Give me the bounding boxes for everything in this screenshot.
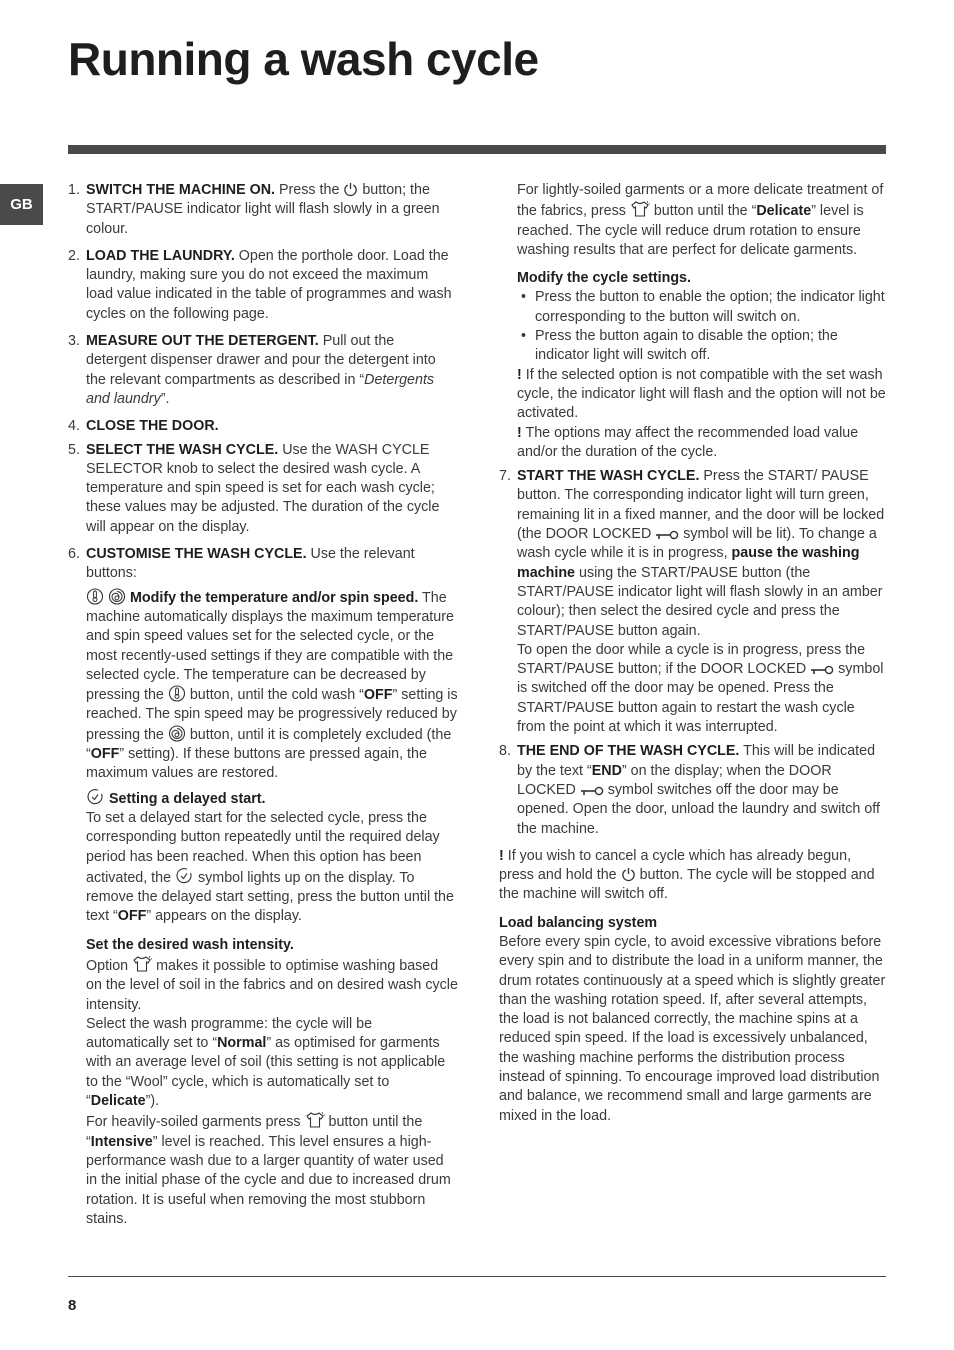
- option-text: The machine automatically displays the maximum temperature and spin speed values set for the selected cycle, or the most recently-used settings if they are compatible with the selected cycle. The temperature can be decreased by pressing the: [86, 589, 454, 704]
- setting-value: OFF: [117, 908, 147, 925]
- step-number: 3.: [68, 333, 80, 350]
- spin-icon: [168, 725, 186, 742]
- spin-icon: [108, 588, 126, 605]
- step-heading: THE END OF THE WASH CYCLE.: [517, 743, 740, 760]
- delay-timer-icon: [175, 867, 194, 885]
- temperature-icon: [86, 588, 104, 605]
- delayed-start-section: [86, 788, 458, 927]
- step-heading: CUSTOMISE THE WASH CYCLE.: [86, 546, 307, 563]
- step-number: 2.: [68, 247, 80, 264]
- step-number: 4.: [68, 418, 80, 435]
- step-text: ” on the display; when the DOOR LOCKED: [517, 762, 832, 798]
- display-value: END: [591, 762, 622, 779]
- bullet: •: [521, 328, 527, 345]
- step-text: Use the relevant buttons:: [86, 546, 415, 582]
- delay-text: [86, 809, 458, 927]
- load-balancing-heading: Load balancing system: [499, 914, 658, 931]
- warning-note: [499, 366, 887, 424]
- step-text: button; the START/PAUSE indicator light will flash slowly in a green colour.: [86, 182, 440, 237]
- power-icon: [343, 182, 358, 197]
- option-heading: Set the desired wash intensity.: [86, 936, 294, 953]
- step-text: Pull out the detergent dispenser drawer and pour the detergent into the relevant compartments as described in “: [86, 333, 436, 388]
- body-text: If the selected option is not compatible with the set wash cycle, the indicator light will flash and the option will not be activated.: [517, 366, 886, 422]
- emphasis-text: pause the washing machine: [517, 545, 860, 581]
- modify-settings-heading: Modify the cycle settings.: [517, 270, 691, 287]
- option-text: ” setting). If these buttons are pressed again, the maximum values are restored.: [86, 746, 427, 782]
- door-locked-key-icon: [810, 664, 834, 676]
- step-4: [68, 417, 458, 436]
- level-name: Delicate: [90, 1093, 146, 1110]
- intensity-text: [86, 955, 458, 1015]
- step-7: [499, 467, 887, 737]
- option-text: ” setting is reached. The spin speed may be progressively reduced by pressing the: [86, 687, 458, 743]
- step-heading: LOAD THE LAUNDRY.: [86, 247, 235, 264]
- step-reference: Detergents and laundry: [86, 371, 435, 407]
- modify-temp-spin-section: [86, 588, 458, 784]
- bullet: •: [521, 289, 527, 306]
- body-text: button until the “: [649, 203, 757, 220]
- option-text: ” as optimised for garments with an average level of soil (this setting is not applicable to the “Wool” cycle, which is automatically set to “: [86, 1035, 446, 1110]
- body-text: Press the button to enable the option; the indicator light corresponding to the button will switch on.: [535, 289, 885, 325]
- body-text: For lightly-soiled garments or a more delicate treatment of the fabrics, press: [517, 182, 884, 220]
- list-item: [517, 327, 887, 366]
- light-soil-text: [499, 181, 887, 260]
- step-text: To open the door while a cycle is in progress, press the START/PAUSE button; if the DOOR LOCKED: [517, 641, 866, 678]
- delay-timer-icon: [86, 788, 105, 806]
- option-heading: Setting a delayed start.: [108, 790, 266, 807]
- option-text: symbol lights up on the display. To remove the delayed start setting, press the button until the text “: [86, 869, 454, 925]
- step-heading: MEASURE OUT THE DETERGENT.: [86, 333, 319, 350]
- body-text: ” level is reached. The cycle will reduce drum rotation to ensure washing results that are perfect for delicate garments.: [517, 203, 864, 258]
- body-text: Press the button again to disable the option; the indicator light will switch off.: [535, 328, 838, 364]
- step-heading: SWITCH THE MACHINE ON.: [86, 182, 276, 198]
- wash-intensity-section: [86, 936, 458, 1229]
- temperature-icon: [168, 685, 186, 702]
- footer-rule: [68, 1276, 886, 1277]
- step-text: This will be indicated by the text “: [517, 743, 876, 779]
- load-balancing-text: Before every spin cycle, to avoid excessive vibrations before every spin and to distribute the load in a uniform manner, the drum rotates continuously at a speed which is slightly greater than the washing rotation speed. If, after several attempts, the load is not balanced correctly, the machine spins at a reduced spin speed. If the load is excessively unbalanced, the washing machine performs the distribution process instead of spinning. To encourage improved load distribution and balance, we recommend small and large garments are mixed in the load.: [499, 933, 886, 1124]
- step-text: Press the START/ PAUSE button. The corresponding indicator light will turn green, remaining lit in a fixed manner, and the door will be locked (the DOOR LOCKED: [517, 468, 885, 543]
- power-icon: [621, 867, 636, 882]
- option-heading: Modify the temperature and/or spin speed.: [129, 589, 419, 606]
- option-text: button, until the cold wash “: [185, 687, 364, 704]
- step-number: 1.: [68, 182, 80, 198]
- modify-settings-list: [499, 288, 887, 365]
- setting-value: OFF: [90, 746, 120, 763]
- intensity-shirt-icon: [630, 200, 650, 218]
- step-number: 6.: [68, 546, 80, 563]
- step-number: 7.: [499, 468, 511, 485]
- option-text: To set a delayed start for the selected cycle, press the corresponding button repeatedly until the required delay period has been reached. When this option has been activated, the: [86, 809, 440, 886]
- option-text: makes it possible to optimise washing based on the level of soil in the fabrics and on desired wash cycle intensity.: [86, 957, 458, 1013]
- door-open-text: [517, 641, 887, 737]
- body-text: button. The cycle will be stopped and the machine will switch off.: [499, 867, 875, 903]
- level-name: Intensive: [90, 1133, 153, 1150]
- step-text: Open the porthole door. Load the laundry, making sure you do not exceed the maximum load value indicated in the table of programmes and wash cycles on the following page.: [86, 247, 452, 322]
- intensity-text: [86, 1015, 458, 1111]
- language-tab: GB: [0, 184, 43, 225]
- option-text: For heavily-soiled garments press: [86, 1114, 305, 1131]
- body-text: If you wish to cancel a cycle which has already begun, press and hold the: [499, 847, 852, 884]
- left-column: [68, 181, 458, 1237]
- warning-mark: !: [517, 424, 522, 441]
- level-name: Normal: [217, 1035, 267, 1052]
- step-text: symbol is switched off the door may be opened. Press the START/PAUSE button again to restart the wash cycle from the point at which it was interrupted.: [517, 661, 884, 736]
- intensity-shirt-icon: [305, 1111, 325, 1129]
- step-1: [68, 181, 458, 239]
- step-2: [68, 247, 458, 324]
- step-8: [499, 742, 887, 838]
- door-locked-key-icon: [655, 529, 679, 541]
- warning-mark: !: [517, 366, 522, 383]
- step-number: 5.: [68, 441, 80, 458]
- step-3: [68, 332, 458, 409]
- door-locked-key-icon: [580, 785, 604, 797]
- intensity-text: [86, 1111, 458, 1229]
- step-heading: START THE WASH CYCLE.: [517, 468, 700, 485]
- step-heading: SELECT THE WASH CYCLE.: [86, 441, 279, 458]
- option-text: Select the wash programme: the cycle will be automatically set to “: [86, 1015, 373, 1052]
- step-heading: CLOSE THE DOOR.: [86, 418, 219, 435]
- step-5: [68, 441, 458, 537]
- cancel-note: [499, 847, 887, 905]
- step-text: ”.: [160, 390, 170, 407]
- body-text: The options may affect the recommended load value and/or the duration of the cycle.: [517, 424, 859, 460]
- warning-note: [499, 424, 887, 463]
- option-text: button until the “: [86, 1114, 423, 1150]
- level-name: Delicate: [756, 203, 812, 220]
- list-item: [517, 288, 887, 327]
- step-6: [68, 545, 458, 1229]
- step-text: symbol will be lit). To change a wash cycle while it is in progress,: [517, 526, 877, 562]
- option-text: ”).: [145, 1093, 160, 1110]
- warning-mark: !: [499, 847, 504, 864]
- intensity-shirt-icon: [132, 955, 152, 973]
- step-text: Press the: [275, 182, 344, 198]
- option-text: button, until it is completely excluded (the “: [86, 726, 452, 763]
- page-title: Running a wash cycle: [68, 33, 539, 85]
- option-text: ” appears on the display.: [146, 908, 302, 925]
- page-number: 8: [68, 1297, 77, 1314]
- step-text: symbol switches off the door may be opened. Open the door, unload the laundry and switch off the machine.: [517, 781, 880, 837]
- setting-value: OFF: [363, 687, 393, 704]
- right-column: [499, 181, 887, 1126]
- header-rule: [68, 145, 886, 154]
- step-number: 8.: [499, 743, 511, 760]
- step-text: Use the WASH CYCLE SELECTOR knob to select the desired wash cycle. A temperature and spin speed is set for each wash cycle; these values may be adjusted. The duration of the cycle will appear on the display.: [86, 441, 440, 535]
- option-text: Option: [86, 957, 133, 974]
- option-text: ” level is reached. This level ensures a high-performance wash due to a larger quantity of water used in the initial phase of the cycle and due to increased drum rotation. It is useful when removing the most stubborn stains.: [86, 1133, 451, 1227]
- step-text: using the START/PAUSE button (the START/PAUSE indicator light will flash slowly in an amber colour); then select the desired cycle and press the START/PAUSE button again.: [517, 564, 883, 639]
